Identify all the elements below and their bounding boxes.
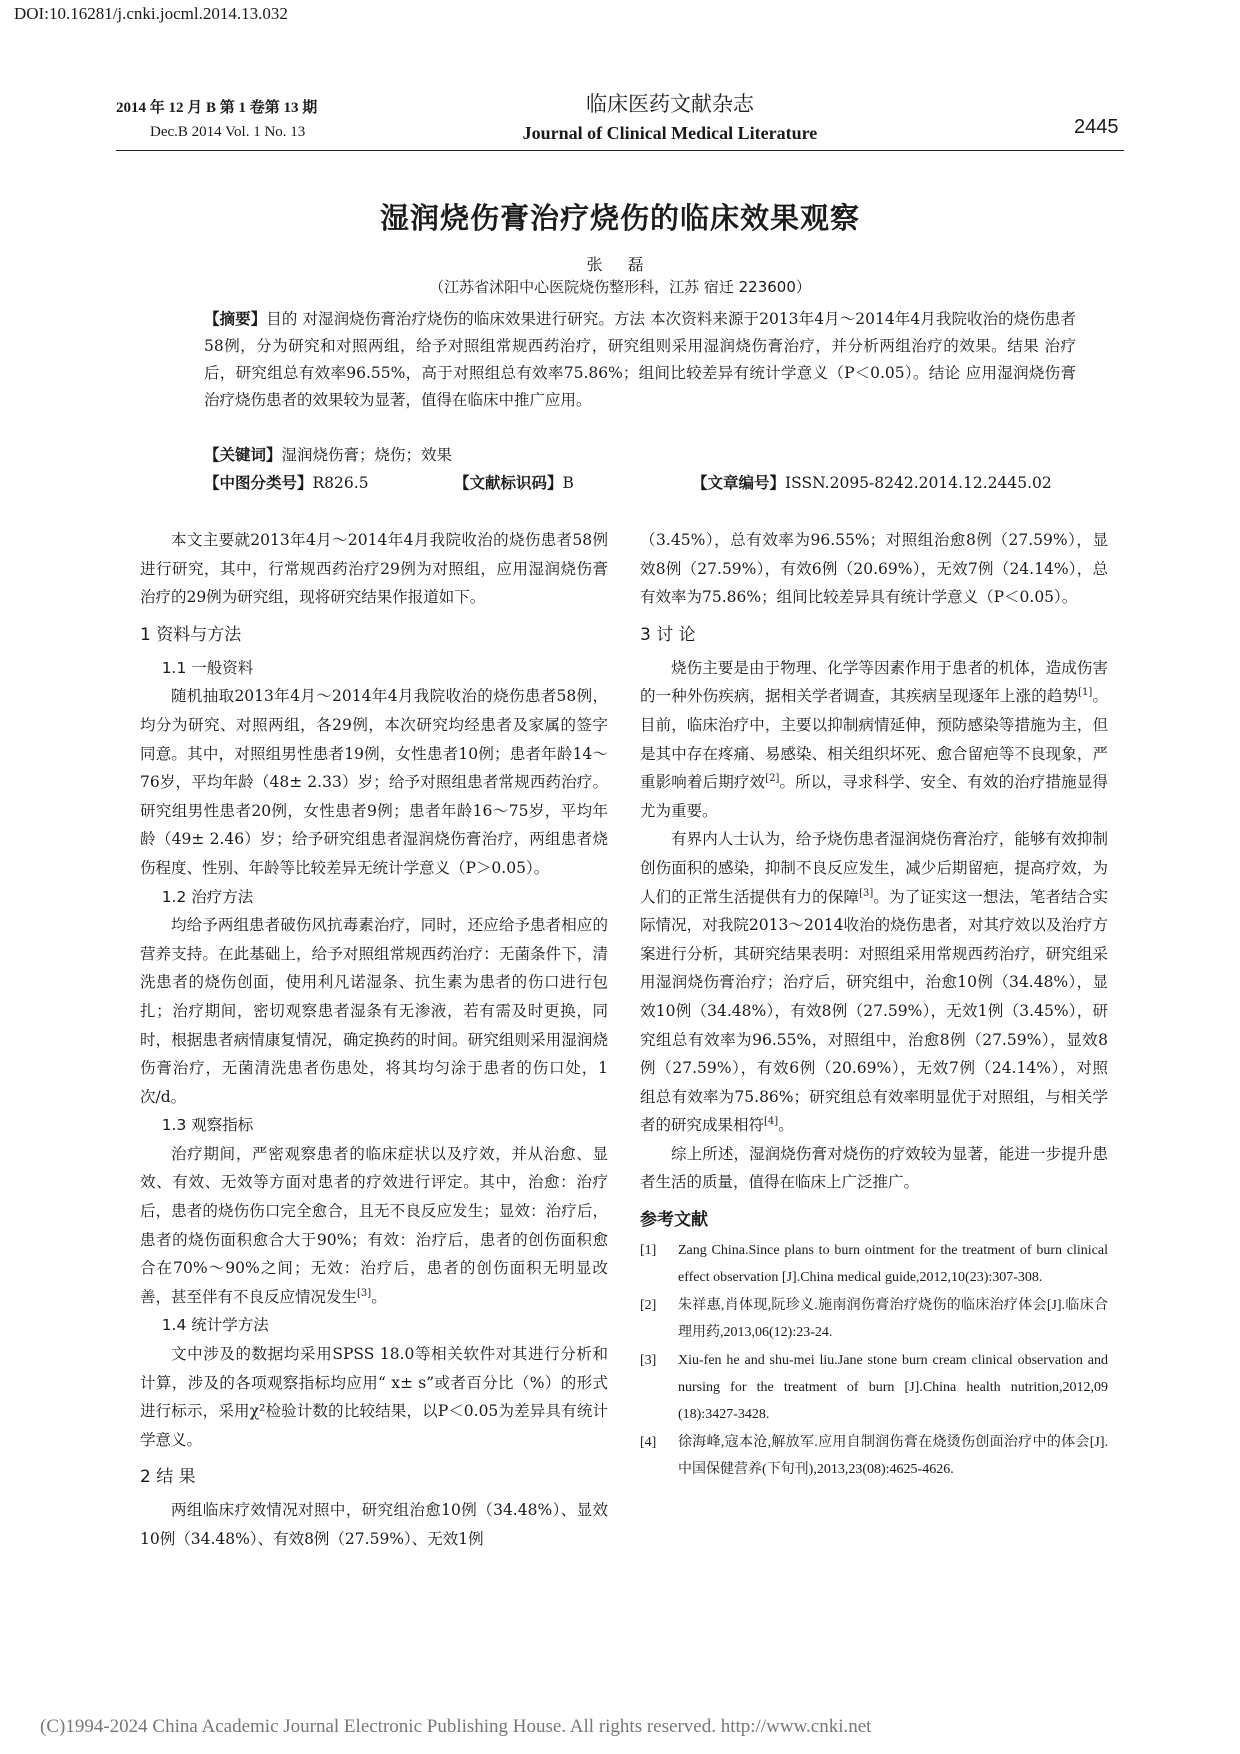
art-label: 【文章编号】	[692, 474, 786, 492]
reference-item	[640, 1347, 1108, 1428]
issue-en: Dec.B 2014 Vol. 1 No. 13	[150, 124, 306, 140]
doc-label: 【文献标识码】	[454, 474, 563, 492]
journal-name-en: Journal of Clinical Medical Literature	[522, 123, 818, 143]
abstract-text: 目的 对湿润烧伤膏治疗烧伤的临床效果进行研究。方法 本次资料来源于2013年4月～2014年4月我院收治的烧伤患者58例，分为研究和对照两组，给予对照组常规西药治疗，研究组则采用湿润烧伤膏治疗，并分析两组治疗的效果。结果 治疗后，研究组总有效率96.55%，高于对照组总有效率75.86%；组间比较差异有统计学意义（P＜0.05）。结论 应用湿润烧伤膏治疗烧伤患者的效果较为显著，值得在临床中推广应用。	[204, 310, 1076, 409]
clc-label: 【中图分类号】	[204, 474, 313, 492]
reference-text: 朱祥惠,肖体现,阮珍义.施南润伤膏治疗烧伤的临床治疗体会[J].临床合理用药,2013,06(12):23-24.	[678, 1298, 1108, 1341]
citation: [1]	[1078, 687, 1093, 699]
paragraph: 综上所述，湿润烧伤膏对烧伤的疗效较为显著，能进一步提升患者生活的质量，值得在临床上广泛推广。	[640, 1144, 1108, 1192]
abstract	[204, 306, 1076, 414]
issue-cn: 2014 年 12 月 B 第 1 卷第 13 期	[116, 100, 318, 116]
art-value: ISSN.2095-8242.2014.12.2445.02	[785, 474, 1052, 492]
paragraph: 两组临床疗效情况对照中，研究组治愈10例（34.48%）、显效10例（34.48%）、有效8例（27.59%）、无效1例	[140, 1501, 608, 1548]
citation: [4]	[764, 1116, 779, 1128]
doc-code	[454, 470, 574, 497]
references-heading: 参考文献	[640, 1210, 708, 1231]
citation: [3]	[859, 887, 874, 899]
copyright-footer: (C)1994-2024 China Academic Journal Electronic Publishing House. All rights reserved. http://www.cnki.net	[40, 1716, 872, 1737]
paragraph: （3.45%），总有效率为96.55%；对照组治愈8例（27.59%），显效8例（27.59%），有效6例（20.69%），无效7例（24.14%），总有效率为75.86%；组间比较差异具有统计学意义（P＜0.05）。	[640, 531, 1108, 607]
paragraph-text: 。为了证实这一想法，笔者结合实际情况，对我院2013～2014收治的烧伤患者，对其疗效以及治疗方案进行分析，其研究结果表明：对照组采用常规西药治疗，研究组采用湿润烧伤膏治疗；治疗后，研究组中，治愈10例（34.48%），显效10例（34.48%），有效8例（27.59%），无效1例（3.45%），研究组总有效率为96.55%，对照组中，治愈8例（27.59%），显效8例（27.59%），有效6例（20.69%），无效7例（24.14%），对照组总有效率为75.86%；研究组总有效率明显优于对照组，与相关学者的研究成果相符	[640, 887, 1108, 1135]
section-heading: 3 讨 论	[640, 624, 696, 645]
issue-info	[116, 96, 317, 144]
clc-code	[204, 470, 369, 497]
reference-item	[640, 1237, 1108, 1291]
header-rule	[116, 150, 1124, 151]
doc-value: B	[562, 474, 574, 492]
paragraph	[640, 654, 1108, 826]
reference-number: [2]	[640, 1298, 657, 1314]
keywords-text: 湿润烧伤膏；烧伤；效果	[281, 446, 453, 464]
paragraph-text: 烧伤主要是由于物理、化学等因素作用于患者的机体，造成伤害的一种外伤疾病，据相关学者调查，其疾病呈现逐年上涨的趋势	[640, 658, 1108, 706]
journal-name	[480, 88, 860, 146]
subsection-heading: 1.4 统计学方法	[161, 1316, 269, 1335]
reference-number: [4]	[640, 1435, 657, 1451]
paragraph-text: 。	[778, 1116, 794, 1135]
reference-number: [3]	[640, 1353, 657, 1369]
paragraph	[640, 825, 1108, 1140]
reference-number: [1]	[640, 1243, 657, 1259]
author: 张 磊	[586, 255, 654, 274]
reference-item	[640, 1292, 1108, 1346]
paragraph-text: 。目前，临床治疗中，主要以抑制病情延伸，预防感染等措施为主，但是其中存在疼痛、易感染、相关组织坏死、愈合留疤等不良现象，严重影响着后期疗效	[640, 687, 1108, 792]
reference-text: Zang China.Since plans to burn ointment for the treatment of burn clinical effect observation [J].China medical guide,2012,10(23):307-308.	[678, 1243, 1108, 1286]
affiliation: （江苏省沭阳中心医院烧伤整形科，江苏 宿迁 223600）	[429, 278, 811, 296]
journal-name-cn: 临床医药文献杂志	[586, 92, 754, 116]
left-column	[140, 526, 608, 1554]
subsection-heading: 1.2 治疗方法	[161, 887, 254, 906]
article-title: 湿润烧伤膏治疗烧伤的临床效果观察	[379, 201, 860, 235]
doi-line: DOI:10.16281/j.cnki.jocml.2014.13.032	[14, 4, 288, 23]
paragraph-text: 治疗期间，严密观察患者的临床症状以及疗效，并从治愈、显效、有效、无效等方面对患者的疗效进行评定。其中，治愈：治疗后，患者的烧伤伤口完全愈合，且无不良反应发生；显效：治疗后，患者的烧伤面积愈合大于90%；有效：治疗后，患者的创伤面积愈合在70%～90%之间；无效：治疗后，患者的创伤面积无明显改善，甚至伴有不良反应情况发生	[140, 1144, 608, 1306]
subsection-heading: 1.1 一般资料	[161, 658, 254, 677]
paragraph	[140, 1140, 608, 1312]
citation: [2]	[765, 773, 780, 784]
reference-text: Xiu-fen he and shu-mei liu.Jane stone burn cream clinical observation and nursing for the treatment of burn [J].China health nutrition,2012,09 (18):3427-3428.	[678, 1353, 1108, 1423]
section-heading: 1 资料与方法	[140, 624, 242, 645]
reference-item	[640, 1429, 1108, 1483]
keywords	[204, 442, 452, 469]
paragraph-text: 。	[371, 1287, 387, 1306]
paragraph: 随机抽取2013年4月～2014年4月我院收治的烧伤患者58例，均分为研究、对照两组，各29例，本次研究均经患者及家属的签字同意。其中，对照组男性患者19例，女性患者10例；患者年龄14～76岁，平均年龄（48± 2.33）岁；给予对照组患者常规西药治疗。研究组男性患者20例，女性患者9例；患者年龄16～75岁，平均年龄（49± 2.46）岁；给予研究组患者湿润烧伤膏治疗，两组患者烧伤程度、性别、年龄等比较差异无统计学意义（P＞0.05）。	[140, 687, 608, 877]
intro-paragraph: 本文主要就2013年4月～2014年4月我院收治的烧伤患者58例进行研究，其中，行常规西药治疗29例为对照组，应用湿润烧伤膏治疗的29例为研究组，现将研究结果作报道如下。	[140, 531, 608, 607]
paragraph: 文中涉及的数据均采用SPSS 18.0等相关软件对其进行分析和计算，涉及的各项观察指标均应用“ x± s”或者百分比（%）的形式进行标示，采用χ²检验计数的比较结果，以P＜0.05为差异具有统计学意义。	[140, 1345, 608, 1449]
citation: [3]	[357, 1287, 372, 1299]
section-heading: 2 结 果	[140, 1467, 196, 1488]
clc-value: R826.5	[312, 474, 369, 492]
subsection-heading: 1.3 观察指标	[161, 1116, 254, 1135]
right-column	[640, 526, 1108, 1484]
paragraph-text: 。所以，寻求科学、安全、有效的治疗措施显得尤为重要。	[640, 773, 1108, 820]
page-number: 2445	[1074, 116, 1119, 138]
reference-text: 徐海峰,寇本沧,解放军.应用自制润伤膏在烧烫伤创面治疗中的体会[J].中国保健营养(下旬刊),2013,23(08):4625-4626.	[678, 1435, 1108, 1478]
article-number	[692, 470, 1052, 497]
paragraph-text: 有界内人士认为，给予烧伤患者湿润烧伤膏治疗，能够有效抑制创伤面积的感染，抑制不良反应发生，减少后期留疤，提高疗效，为人们的正常生活提供有力的保障	[640, 830, 1108, 906]
keywords-label: 【关键词】	[204, 446, 282, 464]
paragraph: 均给予两组患者破伤风抗毒素治疗，同时，还应给予患者相应的营养支持。在此基础上，给予对照组常规西药治疗：无菌条件下，清洗患者的烧伤创面，使用利凡诺湿条、抗生素为患者的伤口进行包扎；治疗期间，密切观察患者湿条有无渗液，若有需及时更换，同时，根据患者病情康复情况，确定换药的时间。研究组则采用湿润烧伤膏治疗，无菌清洗患者伤患处，将其均匀涂于患者的伤口处，1次/d。	[140, 916, 608, 1106]
abstract-label: 【摘要】	[204, 310, 267, 328]
